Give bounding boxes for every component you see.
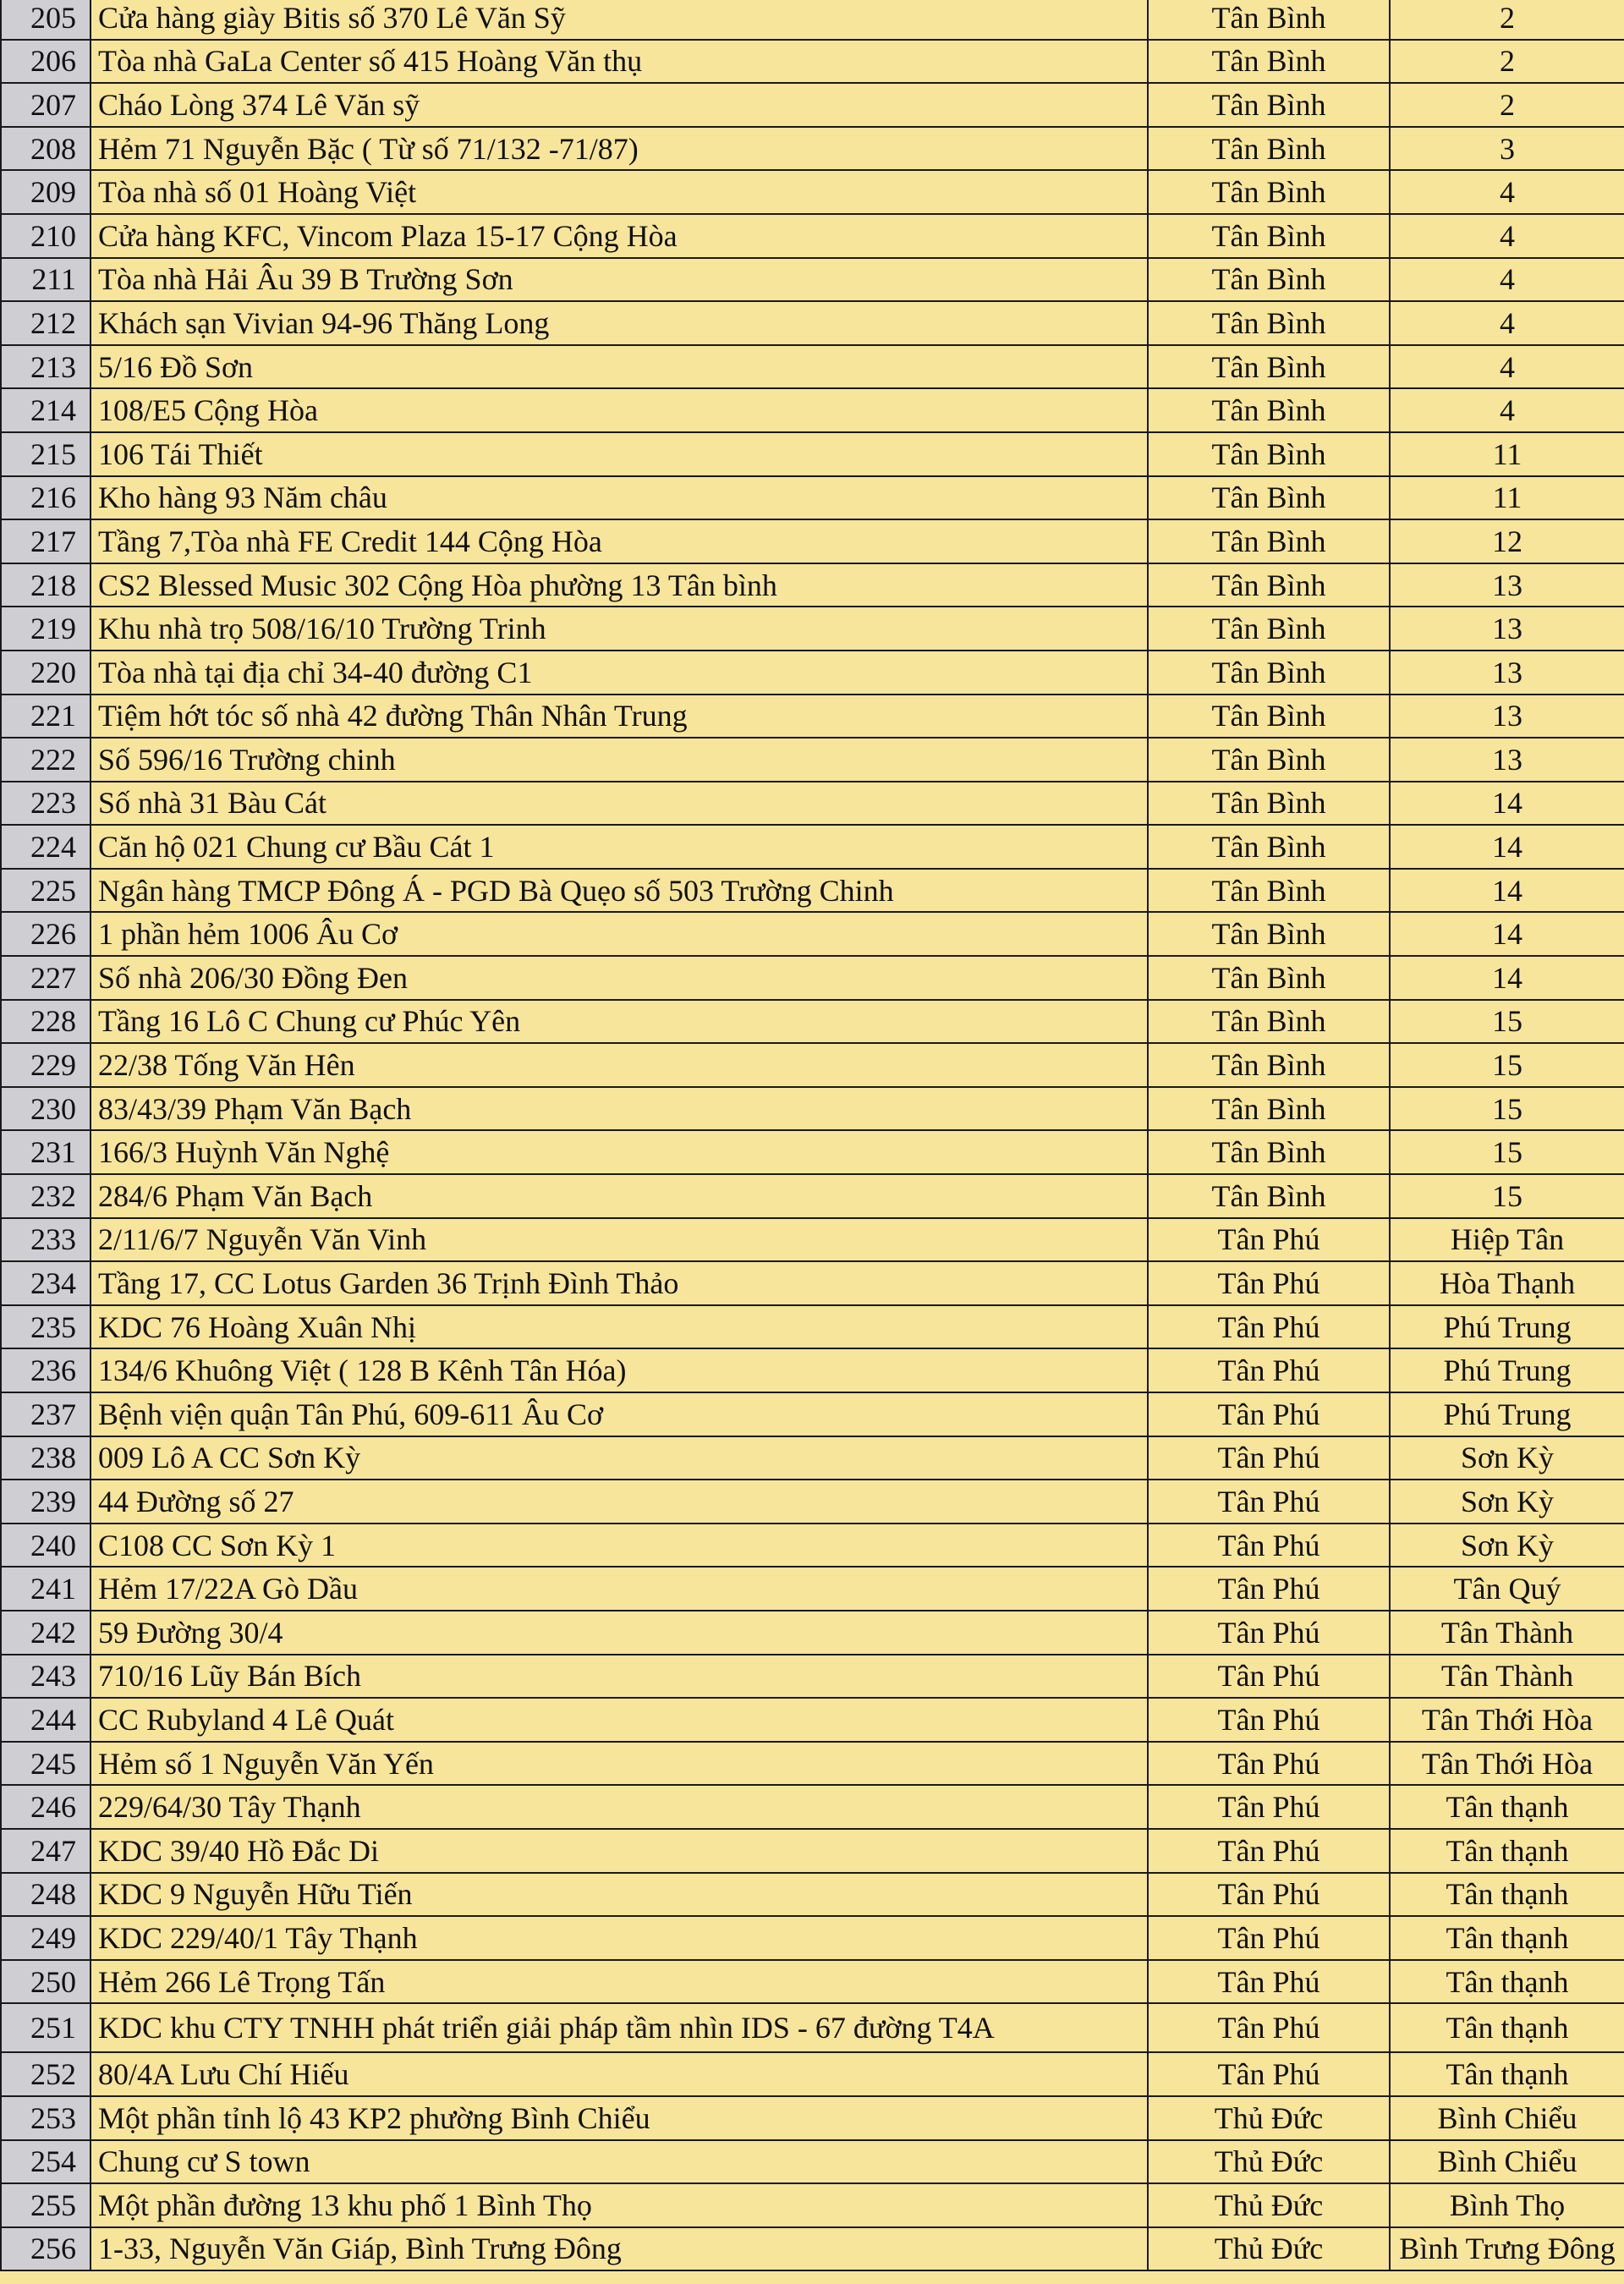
table-row xyxy=(1,83,1624,127)
address-cell: Kho hàng 93 Năm châu xyxy=(91,476,1148,520)
row-number: 223 xyxy=(1,782,91,826)
row-number: 243 xyxy=(1,1655,91,1699)
address-cell: CC Rubyland 4 Lê Quát xyxy=(91,1698,1148,1742)
row-number: 233 xyxy=(1,1218,91,1262)
row-number: 224 xyxy=(1,825,91,869)
district-cell: Tân Phú xyxy=(1148,1392,1390,1436)
row-number: 227 xyxy=(1,956,91,1000)
ward-cell: 11 xyxy=(1390,476,1624,520)
address-cell: 134/6 Khuông Việt ( 128 B Kênh Tân Hóa) xyxy=(91,1348,1148,1392)
table-row xyxy=(1,651,1624,695)
row-number: 225 xyxy=(1,869,91,913)
row-number: 214 xyxy=(1,388,91,432)
address-cell: Hẻm 266 Lê Trọng Tấn xyxy=(91,1960,1148,2004)
district-cell: Tân Phú xyxy=(1148,1567,1390,1611)
table-row xyxy=(1,2227,1624,2271)
ward-cell: Bình Thọ xyxy=(1390,2183,1624,2227)
district-cell: Tân Phú xyxy=(1148,1436,1390,1480)
ward-cell: 14 xyxy=(1390,869,1624,913)
table-row xyxy=(1,40,1624,84)
table-row xyxy=(1,519,1624,563)
district-cell: Tân Bình xyxy=(1148,869,1390,913)
district-cell: Thủ Đức xyxy=(1148,2140,1390,2184)
ward-cell: Phú Trung xyxy=(1390,1305,1624,1349)
table-row xyxy=(1,1392,1624,1436)
address-cell: Một phần tỉnh lộ 43 KP2 phường Bình Chiểu xyxy=(91,2096,1148,2140)
row-number: 245 xyxy=(1,1742,91,1786)
address-cell: 1-33, Nguyễn Văn Giáp, Bình Trưng Đông xyxy=(91,2227,1148,2271)
address-cell: Bệnh viện quận Tân Phú, 609-611 Âu Cơ xyxy=(91,1392,1148,1436)
district-cell: Tân Bình xyxy=(1148,825,1390,869)
district-cell: Tân Bình xyxy=(1148,40,1390,84)
table-row xyxy=(1,1261,1624,1305)
district-cell: Tân Phú xyxy=(1148,1742,1390,1786)
district-cell: Tân Phú xyxy=(1148,1305,1390,1349)
address-cell: Căn hộ 021 Chung cư Bầu Cát 1 xyxy=(91,825,1148,869)
address-cell: Một phần đường 13 khu phố 1 Bình Thọ xyxy=(91,2183,1148,2227)
address-cell: Hẻm số 1 Nguyễn Văn Yến xyxy=(91,1742,1148,1786)
ward-cell: 3 xyxy=(1390,127,1624,171)
address-cell: Tòa nhà GaLa Center số 415 Hoàng Văn thụ xyxy=(91,40,1148,84)
row-number: 237 xyxy=(1,1392,91,1436)
ward-cell: 2 xyxy=(1390,40,1624,84)
address-cell: Tòa nhà số 01 Hoàng Việt xyxy=(91,170,1148,214)
ward-cell: 4 xyxy=(1390,214,1624,258)
row-number: 228 xyxy=(1,1000,91,1044)
address-cell: Khách sạn Vivian 94-96 Thăng Long xyxy=(91,301,1148,345)
ward-cell: 14 xyxy=(1390,825,1624,869)
ward-cell: 15 xyxy=(1390,1174,1624,1218)
district-cell: Tân Bình xyxy=(1148,0,1390,40)
address-cell: 166/3 Huỳnh Văn Nghệ xyxy=(91,1130,1148,1174)
district-cell: Tân Bình xyxy=(1148,738,1390,782)
address-cell: 1 phần hẻm 1006 Âu Cơ xyxy=(91,912,1148,956)
ward-cell: 4 xyxy=(1390,170,1624,214)
table-row xyxy=(1,1480,1624,1524)
district-cell: Tân Phú xyxy=(1148,1960,1390,2004)
table-row xyxy=(1,1873,1624,1917)
table-row xyxy=(1,1087,1624,1131)
table-row xyxy=(1,2183,1624,2227)
table-row xyxy=(1,258,1624,302)
row-number: 230 xyxy=(1,1087,91,1131)
district-cell: Tân Phú xyxy=(1148,1218,1390,1262)
ward-cell: Hòa Thạnh xyxy=(1390,1261,1624,1305)
address-cell: KDC 9 Nguyễn Hữu Tiến xyxy=(91,1873,1148,1917)
table-row xyxy=(1,1916,1624,1960)
row-number: 250 xyxy=(1,1960,91,2004)
table-row xyxy=(1,214,1624,258)
district-cell: Tân Bình xyxy=(1148,563,1390,607)
table-row xyxy=(1,2003,1624,2052)
address-cell: 106 Tái Thiết xyxy=(91,432,1148,476)
table-row xyxy=(1,2052,1624,2096)
table-row xyxy=(1,1043,1624,1087)
ward-cell: Sơn Kỳ xyxy=(1390,1480,1624,1524)
row-number: 244 xyxy=(1,1698,91,1742)
ward-cell: Tân Thành xyxy=(1390,1611,1624,1655)
row-number: 208 xyxy=(1,127,91,171)
address-cell: Tầng 17, CC Lotus Garden 36 Trịnh Đình Thảo xyxy=(91,1261,1148,1305)
address-cell: Số nhà 31 Bàu Cát xyxy=(91,782,1148,826)
row-number: 240 xyxy=(1,1524,91,1568)
district-cell: Tân Phú xyxy=(1148,1611,1390,1655)
address-cell: Hẻm 71 Nguyễn Bặc ( Từ số 71/132 -71/87) xyxy=(91,127,1148,171)
ward-cell: Bình Chiểu xyxy=(1390,2096,1624,2140)
district-cell: Tân Bình xyxy=(1148,214,1390,258)
district-cell: Tân Bình xyxy=(1148,956,1390,1000)
table-row xyxy=(1,345,1624,389)
row-number: 236 xyxy=(1,1348,91,1392)
ward-cell: Tân thạnh xyxy=(1390,1916,1624,1960)
table-row xyxy=(1,127,1624,171)
district-cell: Tân Bình xyxy=(1148,127,1390,171)
table-row xyxy=(1,1611,1624,1655)
row-number: 226 xyxy=(1,912,91,956)
table-row xyxy=(1,2140,1624,2184)
ward-cell: Sơn Kỳ xyxy=(1390,1524,1624,1568)
address-cell: C108 CC Sơn Kỳ 1 xyxy=(91,1524,1148,1568)
row-number: 248 xyxy=(1,1873,91,1917)
ward-cell: Tân thạnh xyxy=(1390,2003,1624,2052)
address-cell: Tầng 16 Lô C Chung cư Phúc Yên xyxy=(91,1000,1148,1044)
table-row xyxy=(1,607,1624,651)
row-number: 222 xyxy=(1,738,91,782)
ward-cell: 13 xyxy=(1390,563,1624,607)
district-cell: Thủ Đức xyxy=(1148,2227,1390,2271)
ward-cell: Tân thạnh xyxy=(1390,1873,1624,1917)
district-cell: Thủ Đức xyxy=(1148,2183,1390,2227)
district-cell: Tân Bình xyxy=(1148,912,1390,956)
row-number: 221 xyxy=(1,695,91,738)
district-cell: Tân Bình xyxy=(1148,476,1390,520)
table-row xyxy=(1,1130,1624,1174)
table-row xyxy=(1,388,1624,432)
ward-cell: 11 xyxy=(1390,432,1624,476)
table-row xyxy=(1,1436,1624,1480)
table-row xyxy=(1,1000,1624,1044)
row-number: 206 xyxy=(1,40,91,84)
address-cell: Ngân hàng TMCP Đông Á - PGD Bà Quẹo số 503 Trường Chinh xyxy=(91,869,1148,913)
table-row xyxy=(1,170,1624,214)
ward-cell: 15 xyxy=(1390,1087,1624,1131)
table-row xyxy=(1,1829,1624,1873)
row-number: 217 xyxy=(1,519,91,563)
row-number: 205 xyxy=(1,0,91,40)
address-cell: Cửa hàng KFC, Vincom Plaza 15-17 Cộng Hòa xyxy=(91,214,1148,258)
address-cell: 22/38 Tống Văn Hên xyxy=(91,1043,1148,1087)
row-number: 210 xyxy=(1,214,91,258)
row-number: 220 xyxy=(1,651,91,695)
district-cell: Tân Bình xyxy=(1148,1000,1390,1044)
table-row xyxy=(1,1174,1624,1218)
address-cell: KDC khu CTY TNHH phát triển giải pháp tầm nhìn IDS - 67 đường T4A xyxy=(91,2003,1148,2052)
table-row xyxy=(1,738,1624,782)
ward-cell: 2 xyxy=(1390,0,1624,40)
address-cell: Tòa nhà tại địa chỉ 34-40 đường C1 xyxy=(91,651,1148,695)
address-cell: Khu nhà trọ 508/16/10 Trường Trinh xyxy=(91,607,1148,651)
row-number: 216 xyxy=(1,476,91,520)
ward-cell: Bình Chiểu xyxy=(1390,2140,1624,2184)
district-cell: Tân Bình xyxy=(1148,170,1390,214)
district-cell: Tân Phú xyxy=(1148,1261,1390,1305)
district-cell: Tân Bình xyxy=(1148,1043,1390,1087)
district-cell: Tân Bình xyxy=(1148,83,1390,127)
ward-cell: Tân Thành xyxy=(1390,1655,1624,1699)
row-number: 229 xyxy=(1,1043,91,1087)
address-table-body xyxy=(1,0,1624,2270)
address-cell: 009 Lô A CC Sơn Kỳ xyxy=(91,1436,1148,1480)
district-cell: Tân Bình xyxy=(1148,258,1390,302)
district-cell: Tân Bình xyxy=(1148,782,1390,826)
ward-cell: 15 xyxy=(1390,1043,1624,1087)
row-number: 212 xyxy=(1,301,91,345)
district-cell: Tân Bình xyxy=(1148,651,1390,695)
ward-cell: 14 xyxy=(1390,782,1624,826)
table-row xyxy=(1,1698,1624,1742)
address-cell: KDC 39/40 Hồ Đắc Di xyxy=(91,1829,1148,1873)
ward-cell: 14 xyxy=(1390,956,1624,1000)
address-cell: 2/11/6/7 Nguyễn Văn Vinh xyxy=(91,1218,1148,1262)
address-cell: KDC 229/40/1 Tây Thạnh xyxy=(91,1916,1148,1960)
address-cell: Hẻm 17/22A Gò Dầu xyxy=(91,1567,1148,1611)
ward-cell: 4 xyxy=(1390,258,1624,302)
row-number: 241 xyxy=(1,1567,91,1611)
row-number: 215 xyxy=(1,432,91,476)
district-cell: Tân Phú xyxy=(1148,1524,1390,1568)
ward-cell: 4 xyxy=(1390,345,1624,389)
row-number: 235 xyxy=(1,1305,91,1349)
table-row xyxy=(1,782,1624,826)
table-row xyxy=(1,695,1624,738)
ward-cell: Tân thạnh xyxy=(1390,2052,1624,2096)
row-number: 242 xyxy=(1,1611,91,1655)
table-row xyxy=(1,1742,1624,1786)
row-number: 254 xyxy=(1,2140,91,2184)
district-cell: Tân Phú xyxy=(1148,2003,1390,2052)
row-number: 256 xyxy=(1,2227,91,2271)
address-cell: 80/4A Lưu Chí Hiếu xyxy=(91,2052,1148,2096)
district-cell: Tân Bình xyxy=(1148,301,1390,345)
district-cell: Tân Bình xyxy=(1148,388,1390,432)
row-number: 218 xyxy=(1,563,91,607)
table-row xyxy=(1,1348,1624,1392)
table-row xyxy=(1,432,1624,476)
address-cell: KDC 76 Hoàng Xuân Nhị xyxy=(91,1305,1148,1349)
ward-cell: Phú Trung xyxy=(1390,1392,1624,1436)
table-row xyxy=(1,825,1624,869)
address-cell: CS2 Blessed Music 302 Cộng Hòa phường 13 Tân bình xyxy=(91,563,1148,607)
table-row xyxy=(1,869,1624,913)
address-cell: 5/16 Đồ Sơn xyxy=(91,345,1148,389)
ward-cell: 13 xyxy=(1390,651,1624,695)
address-cell: 229/64/30 Tây Thạnh xyxy=(91,1785,1148,1829)
address-cell: 59 Đường 30/4 xyxy=(91,1611,1148,1655)
district-cell: Tân Phú xyxy=(1148,1655,1390,1699)
row-number: 209 xyxy=(1,170,91,214)
district-cell: Tân Bình xyxy=(1148,607,1390,651)
address-cell: 44 Đường số 27 xyxy=(91,1480,1148,1524)
address-cell: Số nhà 206/30 Đồng Đen xyxy=(91,956,1148,1000)
table-row xyxy=(1,2096,1624,2140)
address-cell: Chung cư S town xyxy=(91,2140,1148,2184)
table-row xyxy=(1,1305,1624,1349)
district-cell: Tân Phú xyxy=(1148,1698,1390,1742)
row-number: 252 xyxy=(1,2052,91,2096)
district-cell: Tân Bình xyxy=(1148,432,1390,476)
ward-cell: 13 xyxy=(1390,695,1624,738)
ward-cell: 4 xyxy=(1390,388,1624,432)
table-row xyxy=(1,912,1624,956)
district-cell: Tân Phú xyxy=(1148,1873,1390,1917)
ward-cell: 15 xyxy=(1390,1000,1624,1044)
row-number: 231 xyxy=(1,1130,91,1174)
row-number: 246 xyxy=(1,1785,91,1829)
row-number: 207 xyxy=(1,83,91,127)
row-number: 251 xyxy=(1,2003,91,2052)
ward-cell: 15 xyxy=(1390,1130,1624,1174)
district-cell: Tân Phú xyxy=(1148,1916,1390,1960)
table-row xyxy=(1,1785,1624,1829)
district-cell: Tân Phú xyxy=(1148,1348,1390,1392)
table-row xyxy=(1,956,1624,1000)
table-row xyxy=(1,1218,1624,1262)
ward-cell: Tân thạnh xyxy=(1390,1829,1624,1873)
district-cell: Tân Bình xyxy=(1148,1174,1390,1218)
ward-cell: 4 xyxy=(1390,301,1624,345)
table-row xyxy=(1,1655,1624,1699)
row-number: 213 xyxy=(1,345,91,389)
address-cell: Tiệm hớt tóc số nhà 42 đường Thân Nhân Trung xyxy=(91,695,1148,738)
address-cell: Tầng 7,Tòa nhà FE Credit 144 Cộng Hòa xyxy=(91,519,1148,563)
ward-cell: Tân Thới Hòa xyxy=(1390,1742,1624,1786)
row-number: 238 xyxy=(1,1436,91,1480)
ward-cell: Bình Trưng Đông xyxy=(1390,2227,1624,2271)
ward-cell: Tân thạnh xyxy=(1390,1785,1624,1829)
row-number: 219 xyxy=(1,607,91,651)
row-number: 239 xyxy=(1,1480,91,1524)
row-number: 232 xyxy=(1,1174,91,1218)
row-number: 247 xyxy=(1,1829,91,1873)
row-number: 234 xyxy=(1,1261,91,1305)
address-cell: 108/E5 Cộng Hòa xyxy=(91,388,1148,432)
address-cell: Cháo Lòng 374 Lê Văn sỹ xyxy=(91,83,1148,127)
table-row xyxy=(1,1960,1624,2004)
table-row xyxy=(1,0,1624,40)
address-cell: 284/6 Phạm Văn Bạch xyxy=(91,1174,1148,1218)
ward-cell: 13 xyxy=(1390,607,1624,651)
district-cell: Tân Phú xyxy=(1148,1480,1390,1524)
row-number: 211 xyxy=(1,258,91,302)
ward-cell: Hiệp Tân xyxy=(1390,1218,1624,1262)
ward-cell: Tân Quý xyxy=(1390,1567,1624,1611)
address-cell: 710/16 Lũy Bán Bích xyxy=(91,1655,1148,1699)
district-cell: Thủ Đức xyxy=(1148,2096,1390,2140)
address-cell: Tòa nhà Hải Âu 39 B Trường Sơn xyxy=(91,258,1148,302)
table-row xyxy=(1,563,1624,607)
district-cell: Tân Phú xyxy=(1148,1829,1390,1873)
ward-cell: 13 xyxy=(1390,738,1624,782)
district-cell: Tân Bình xyxy=(1148,345,1390,389)
address-cell: Cửa hàng giày Bitis số 370 Lê Văn Sỹ xyxy=(91,0,1148,40)
table-row xyxy=(1,1567,1624,1611)
row-number: 249 xyxy=(1,1916,91,1960)
district-cell: Tân Phú xyxy=(1148,1785,1390,1829)
table-row xyxy=(1,476,1624,520)
ward-cell: Phú Trung xyxy=(1390,1348,1624,1392)
table-row xyxy=(1,1524,1624,1568)
ward-cell: Sơn Kỳ xyxy=(1390,1436,1624,1480)
ward-cell: 12 xyxy=(1390,519,1624,563)
district-cell: Tân Bình xyxy=(1148,1087,1390,1131)
district-cell: Tân Bình xyxy=(1148,695,1390,738)
ward-cell: 14 xyxy=(1390,912,1624,956)
row-number: 253 xyxy=(1,2096,91,2140)
district-cell: Tân Bình xyxy=(1148,1130,1390,1174)
district-cell: Tân Bình xyxy=(1148,519,1390,563)
district-cell: Tân Phú xyxy=(1148,2052,1390,2096)
row-number: 255 xyxy=(1,2183,91,2227)
address-cell: Số 596/16 Trường chinh xyxy=(91,738,1148,782)
address-cell: 83/43/39 Phạm Văn Bạch xyxy=(91,1087,1148,1131)
ward-cell: 2 xyxy=(1390,83,1624,127)
ward-cell: Tân thạnh xyxy=(1390,1960,1624,2004)
table-row xyxy=(1,301,1624,345)
ward-cell: Tân Thới Hòa xyxy=(1390,1698,1624,1742)
